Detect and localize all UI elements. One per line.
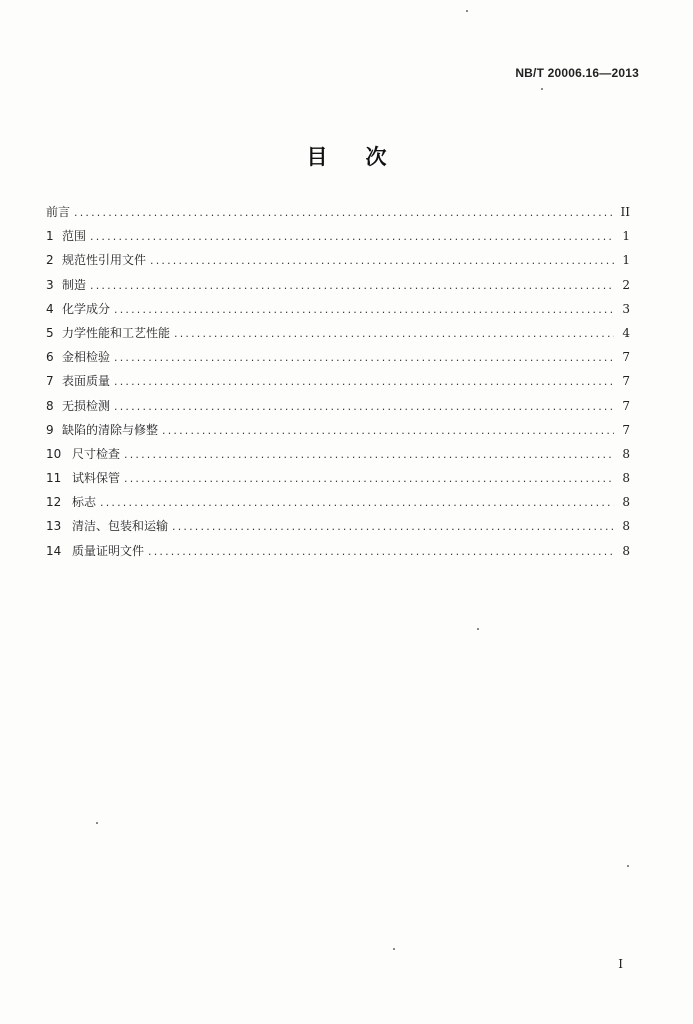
toc-entry-label: 制造 xyxy=(62,277,87,292)
scan-speck xyxy=(541,88,543,90)
toc-leader-dots xyxy=(90,279,614,292)
toc-entry-10[interactable] xyxy=(46,445,630,469)
toc-entry-label: 缺陷的清除与修整 xyxy=(62,422,159,437)
toc-entry-8[interactable] xyxy=(46,397,630,421)
page-title xyxy=(0,141,693,171)
page-title-part1: 目 xyxy=(306,145,328,169)
toc-leader-dots xyxy=(124,448,614,461)
toc-entry-label: 力学性能和工艺性能 xyxy=(62,325,171,340)
toc-entry-page: 8 xyxy=(622,495,630,510)
toc-entry-12[interactable] xyxy=(46,493,630,517)
toc-entry-number: 8 xyxy=(46,398,54,413)
toc-entry-label: 试料保管 xyxy=(72,471,121,486)
toc-leader-dots xyxy=(150,254,614,267)
toc-entry-label: 标志 xyxy=(72,495,97,510)
toc-entry-label: 质量证明文件 xyxy=(72,543,145,558)
toc-entry-number: 11 xyxy=(46,471,62,486)
toc-entry-label: 化学成分 xyxy=(62,301,111,316)
toc-entry-label: 表面质量 xyxy=(62,374,111,389)
page-title-part2: 次 xyxy=(365,145,387,169)
toc-entry-number: 7 xyxy=(46,374,54,389)
standard-number: NB/T 20006.16—2013 xyxy=(515,66,639,80)
toc-entry-number: 12 xyxy=(46,495,62,510)
toc-leader-dots xyxy=(114,351,614,364)
toc-entry-page: 8 xyxy=(622,471,630,486)
toc-entry-number: 10 xyxy=(46,446,62,461)
scan-speck xyxy=(627,865,629,867)
toc-entry-label: 范围 xyxy=(62,229,87,244)
scan-speck xyxy=(393,948,395,950)
toc-entry-4[interactable] xyxy=(46,300,630,324)
toc-entry-14[interactable] xyxy=(46,542,630,566)
toc-entry-page: 3 xyxy=(622,301,630,316)
toc-leader-dots xyxy=(74,206,614,219)
toc-entry-page: 7 xyxy=(622,374,630,389)
toc-entry-3[interactable] xyxy=(46,276,630,300)
toc-entry-number: 5 xyxy=(46,325,54,340)
scan-speck xyxy=(477,628,479,630)
toc-entry-label: 规范性引用文件 xyxy=(62,253,147,268)
toc-entry-number: 14 xyxy=(46,543,62,558)
toc-leader-dots xyxy=(148,545,614,558)
toc-entry-9[interactable] xyxy=(46,421,630,445)
toc-entry-label: 前言 xyxy=(46,205,71,219)
toc-entry-page: 1 xyxy=(622,253,630,268)
toc-entry-2[interactable] xyxy=(46,251,630,275)
toc-entry-number: 4 xyxy=(46,301,54,316)
toc-entry-page: 8 xyxy=(622,543,630,558)
toc-entry-number: 3 xyxy=(46,277,54,292)
toc-leader-dots xyxy=(90,230,614,243)
toc-entry-number: 6 xyxy=(46,350,54,365)
toc-entry-number: 9 xyxy=(46,422,54,437)
toc-leader-dots xyxy=(114,303,614,316)
toc-entry-number: 2 xyxy=(46,253,54,268)
toc-entry-page: 4 xyxy=(622,325,630,340)
toc-entry-page: 2 xyxy=(622,277,630,292)
toc-entry-page: 7 xyxy=(622,398,630,413)
toc-entry-7[interactable] xyxy=(46,372,630,396)
toc-entry-page: 1 xyxy=(622,229,630,244)
toc-entry-page: 8 xyxy=(622,446,630,461)
page-number: I xyxy=(618,957,623,971)
table-of-contents xyxy=(46,203,630,566)
toc-entry-number: 1 xyxy=(46,229,54,244)
toc-entry-foreword[interactable] xyxy=(46,203,630,227)
toc-entry-number: 13 xyxy=(46,519,62,534)
toc-entry-label: 清洁、包装和运输 xyxy=(72,519,169,534)
toc-entry-page: 7 xyxy=(622,422,630,437)
toc-entry-1[interactable] xyxy=(46,227,630,251)
toc-leader-dots xyxy=(162,424,614,437)
toc-leader-dots xyxy=(172,520,614,533)
toc-leader-dots xyxy=(100,496,614,509)
toc-entry-page: 7 xyxy=(622,350,630,365)
toc-entry-label: 无损检测 xyxy=(62,398,111,413)
toc-leader-dots xyxy=(174,327,614,340)
toc-leader-dots xyxy=(114,400,614,413)
toc-entry-page: II xyxy=(620,205,630,219)
toc-entry-13[interactable] xyxy=(46,517,630,541)
scan-speck xyxy=(96,822,98,824)
toc-entry-6[interactable] xyxy=(46,348,630,372)
toc-entry-5[interactable] xyxy=(46,324,630,348)
toc-entry-page: 8 xyxy=(622,519,630,534)
scan-speck xyxy=(466,10,468,12)
toc-leader-dots xyxy=(114,375,614,388)
toc-leader-dots xyxy=(124,472,614,485)
toc-entry-11[interactable] xyxy=(46,469,630,493)
toc-entry-label: 尺寸检查 xyxy=(72,446,121,461)
toc-entry-label: 金相检验 xyxy=(62,350,111,365)
